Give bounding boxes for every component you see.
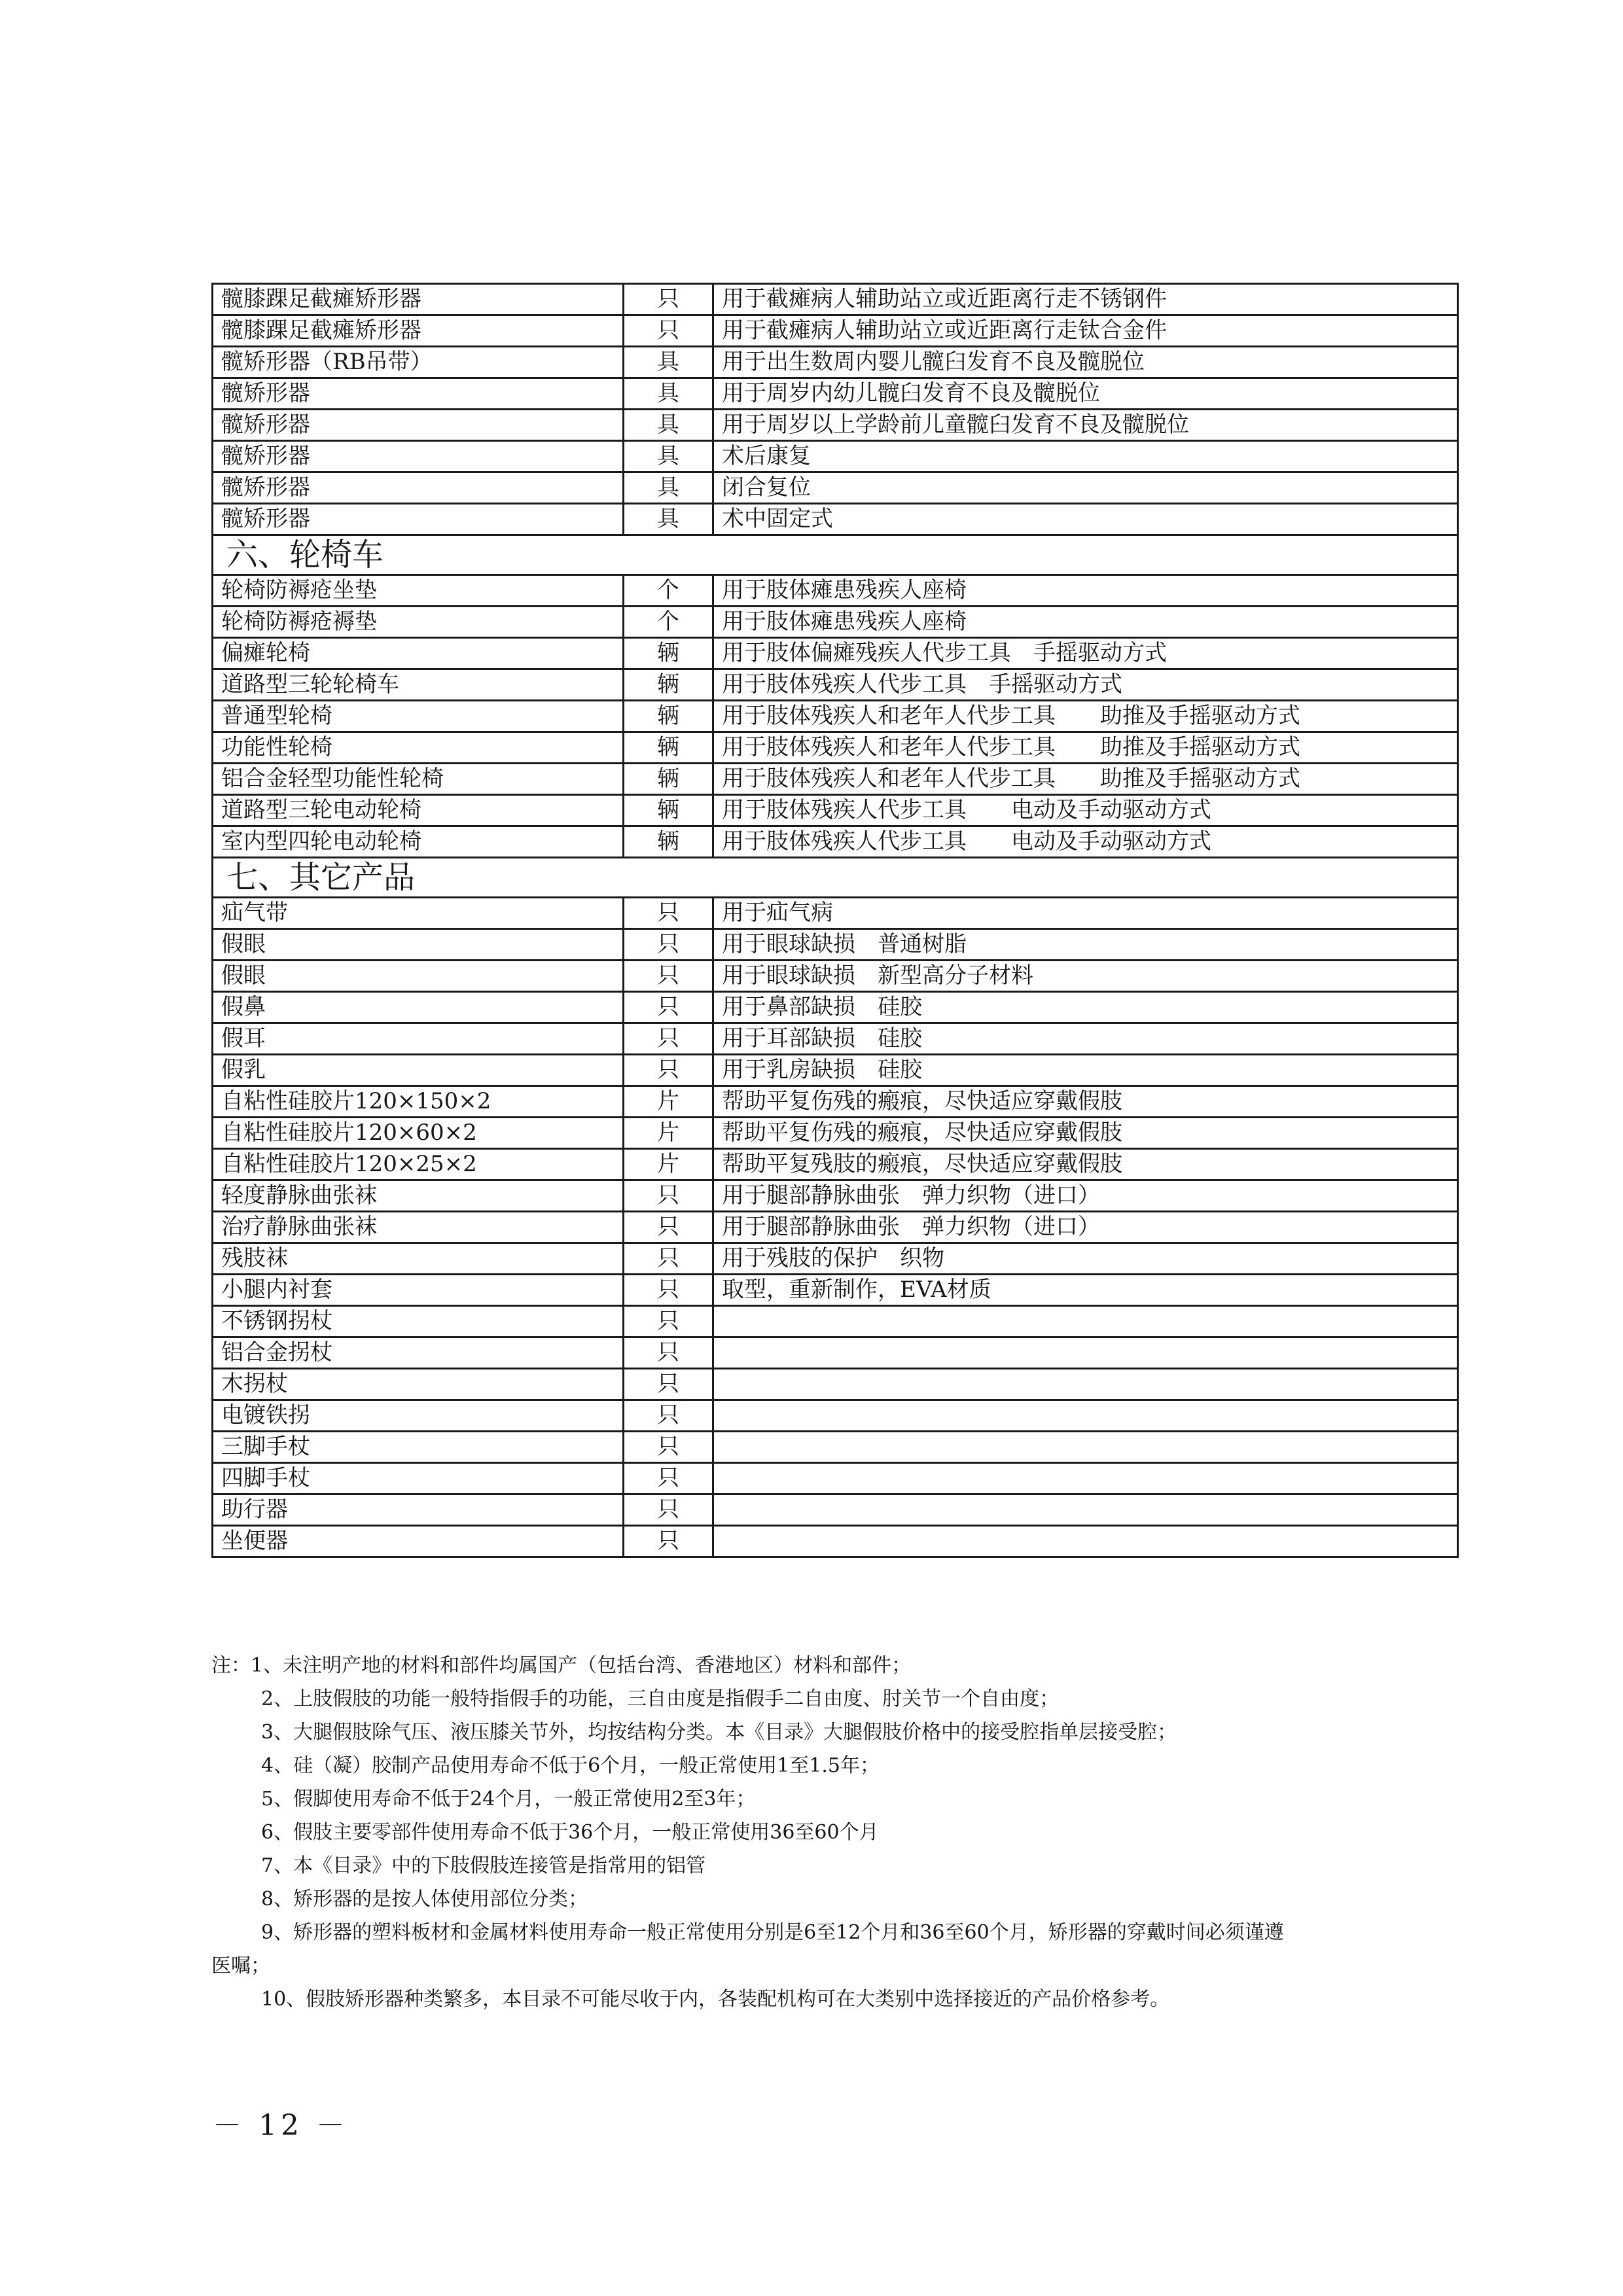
- description-cell: 用于肢体残疾人和老年人代步工具 助推及手摇驱动方式: [713, 701, 1458, 732]
- product-name-cell: 铝合金轻型功能性轮椅: [213, 764, 624, 795]
- unit-cell: 只: [624, 1212, 713, 1243]
- product-name-cell: 残肢袜: [213, 1243, 624, 1275]
- description-cell: 用于截瘫病人辅助站立或近距离行走不锈钢件: [713, 284, 1458, 315]
- unit-cell: 只: [624, 1369, 713, 1400]
- page-number: － 12 －: [213, 2109, 349, 2142]
- table-row: [213, 1243, 1458, 1275]
- unit-cell: 只: [624, 1432, 713, 1463]
- product-name-cell: 轻度静脉曲张袜: [213, 1180, 624, 1212]
- unit-cell: 只: [624, 1463, 713, 1494]
- description-cell: 用于眼球缺损 新型高分子材料: [713, 961, 1458, 992]
- product-name-cell: 自粘性硅胶片120×150×2: [213, 1086, 624, 1118]
- table-row: [213, 898, 1458, 929]
- product-name-cell: 治疗静脉曲张袜: [213, 1212, 624, 1243]
- unit-cell: 辆: [624, 638, 713, 669]
- unit-cell: 片: [624, 1149, 713, 1180]
- product-name-cell: 助行器: [213, 1494, 624, 1526]
- description-cell: 用于肢体残疾人代步工具 电动及手动驱动方式: [713, 826, 1458, 858]
- description-cell: 用于肢体残疾人代步工具 电动及手动驱动方式: [713, 795, 1458, 826]
- table-row: [213, 764, 1458, 795]
- description-cell: 帮助平复残肢的瘢痕，尽快适应穿戴假肢: [713, 1149, 1458, 1180]
- description-cell: 闭合复位: [713, 472, 1458, 504]
- footnote-line: 7、本《目录》中的下肢假肢连接管是指常用的铝管: [261, 1854, 706, 1877]
- table-row: [213, 1369, 1458, 1400]
- table-row: [213, 1180, 1458, 1212]
- unit-cell: 只: [624, 1023, 713, 1055]
- unit-cell: 辆: [624, 701, 713, 732]
- unit-cell: 辆: [624, 764, 713, 795]
- table-row: [213, 1494, 1458, 1526]
- footnote-line: 注：1、未注明产地的材料和部件均属国产（包括台湾、香港地区）材料和部件；: [211, 1654, 912, 1677]
- unit-cell: 个: [624, 607, 713, 638]
- table-row: [213, 1463, 1458, 1494]
- table-row: [213, 1086, 1458, 1118]
- description-cell: 用于肢体残疾人和老年人代步工具 助推及手摇驱动方式: [713, 732, 1458, 764]
- unit-cell: 辆: [624, 669, 713, 701]
- table-row: [213, 504, 1458, 535]
- unit-cell: 辆: [624, 826, 713, 858]
- section-title: 七、其它产品: [213, 858, 1458, 898]
- description-cell: 用于腿部静脉曲张 弹力织物（进口）: [713, 1212, 1458, 1243]
- product-name-cell: 四脚手杖: [213, 1463, 624, 1494]
- unit-cell: 只: [624, 1055, 713, 1086]
- footnote-line: 9、矫形器的塑料板材和金属材料使用寿命一般正常使用分别是6至12个月和36至60个月，矫形器的穿戴时间必须谨遵: [261, 1921, 1284, 1944]
- description-cell: 用于肢体瘫患残疾人座椅: [713, 575, 1458, 607]
- product-name-cell: 普通型轮椅: [213, 701, 624, 732]
- unit-cell: 只: [624, 315, 713, 347]
- table-row: [213, 992, 1458, 1023]
- product-name-cell: 室内型四轮电动轮椅: [213, 826, 624, 858]
- table-row: [213, 1337, 1458, 1369]
- unit-cell: 只: [624, 929, 713, 961]
- footnote-line: 6、假肢主要零部件使用寿命不低于36个月，一般正常使用36至60个月: [261, 1821, 879, 1844]
- table-row: [213, 1275, 1458, 1306]
- footnote-line: 5、假脚使用寿命不低于24个月，一般正常使用2至3年；: [261, 1788, 756, 1810]
- unit-cell: 只: [624, 1306, 713, 1337]
- table-row: [213, 1212, 1458, 1243]
- unit-cell: 具: [624, 441, 713, 472]
- product-name-cell: 髋矫形器: [213, 410, 624, 441]
- description-cell: 帮助平复伤残的瘢痕，尽快适应穿戴假肢: [713, 1086, 1458, 1118]
- table-row: [213, 701, 1458, 732]
- product-name-cell: 三脚手杖: [213, 1432, 624, 1463]
- unit-cell: 只: [624, 992, 713, 1023]
- table-row: [213, 378, 1458, 410]
- table-row: [213, 410, 1458, 441]
- table-row: [213, 441, 1458, 472]
- table-row: [213, 638, 1458, 669]
- description-cell: 用于截瘫病人辅助站立或近距离行走钛合金件: [713, 315, 1458, 347]
- description-cell: 用于耳部缺损 硅胶: [713, 1023, 1458, 1055]
- description-cell: 用于鼻部缺损 硅胶: [713, 992, 1458, 1023]
- unit-cell: 只: [624, 284, 713, 315]
- product-name-cell: 小腿内衬套: [213, 1275, 624, 1306]
- description-cell: [713, 1463, 1458, 1494]
- product-name-cell: 功能性轮椅: [213, 732, 624, 764]
- unit-cell: 只: [624, 1180, 713, 1212]
- description-cell: [713, 1369, 1458, 1400]
- description-cell: [713, 1306, 1458, 1337]
- footnote-line: 4、硅（凝）胶制产品使用寿命不低于6个月，一般正常使用1至1.5年；: [261, 1754, 880, 1777]
- table-row: [213, 607, 1458, 638]
- table-row: [213, 575, 1458, 607]
- product-name-cell: 不锈钢拐杖: [213, 1306, 624, 1337]
- description-cell: [713, 1494, 1458, 1526]
- section-header-row: [213, 858, 1458, 898]
- product-name-cell: 髋膝踝足截瘫矫形器: [213, 284, 624, 315]
- unit-cell: 只: [624, 1400, 713, 1432]
- product-name-cell: 疝气带: [213, 898, 624, 929]
- description-cell: 用于腿部静脉曲张 弹力织物（进口）: [713, 1180, 1458, 1212]
- description-cell: 用于眼球缺损 普通树脂: [713, 929, 1458, 961]
- product-name-cell: 髋矫形器（RB吊带）: [213, 347, 624, 378]
- description-cell: 帮助平复伤残的瘢痕，尽快适应穿戴假肢: [713, 1118, 1458, 1149]
- product-name-cell: 髋膝踝足截瘫矫形器: [213, 315, 624, 347]
- product-name-cell: 髋矫形器: [213, 378, 624, 410]
- table-row: [213, 1526, 1458, 1557]
- product-name-cell: 假眼: [213, 929, 624, 961]
- unit-cell: 只: [624, 961, 713, 992]
- unit-cell: 只: [624, 1337, 713, 1369]
- table-body: [213, 284, 1458, 1557]
- product-name-cell: 电镀铁拐: [213, 1400, 624, 1432]
- description-cell: 用于周岁以上学龄前儿童髋臼发育不良及髋脱位: [713, 410, 1458, 441]
- section-header-row: [213, 535, 1458, 575]
- unit-cell: 具: [624, 472, 713, 504]
- description-cell: 用于疝气病: [713, 898, 1458, 929]
- unit-cell: 只: [624, 1243, 713, 1275]
- product-name-cell: 假耳: [213, 1023, 624, 1055]
- unit-cell: 片: [624, 1086, 713, 1118]
- footnote-line: 3、大腿假肢除气压、液压膝关节外，均按结构分类。本《目录》大腿假肢价格中的接受腔指单层接受腔；: [261, 1721, 1177, 1744]
- product-name-cell: 偏瘫轮椅: [213, 638, 624, 669]
- table-row: [213, 961, 1458, 992]
- footnote-line: 医嘱；: [211, 1954, 270, 1977]
- unit-cell: 片: [624, 1118, 713, 1149]
- table-row: [213, 1149, 1458, 1180]
- description-cell: 术后康复: [713, 441, 1458, 472]
- table-row: [213, 1055, 1458, 1086]
- product-name-cell: 髋矫形器: [213, 441, 624, 472]
- table-row: [213, 1432, 1458, 1463]
- table-row: [213, 929, 1458, 961]
- description-cell: 用于周岁内幼儿髋臼发育不良及髋脱位: [713, 378, 1458, 410]
- table-row: [213, 826, 1458, 858]
- product-name-cell: 髋矫形器: [213, 504, 624, 535]
- description-cell: [713, 1526, 1458, 1557]
- footnote-line: 2、上肢假肢的功能一般特指假手的功能，三自由度是指假手二自由度、肘关节一个自由度；: [261, 1687, 1060, 1710]
- table-row: [213, 1400, 1458, 1432]
- product-name-cell: 道路型三轮电动轮椅: [213, 795, 624, 826]
- description-cell: 用于肢体瘫患残疾人座椅: [713, 607, 1458, 638]
- product-name-cell: 自粘性硅胶片120×25×2: [213, 1149, 624, 1180]
- unit-cell: 具: [624, 410, 713, 441]
- description-cell: [713, 1400, 1458, 1432]
- table-row: [213, 1023, 1458, 1055]
- table-row: [213, 1306, 1458, 1337]
- description-cell: 用于肢体残疾人代步工具 手摇驱动方式: [713, 669, 1458, 701]
- unit-cell: 具: [624, 378, 713, 410]
- product-name-cell: 假乳: [213, 1055, 624, 1086]
- product-name-cell: 假鼻: [213, 992, 624, 1023]
- description-cell: 用于乳房缺损 硅胶: [713, 1055, 1458, 1086]
- product-name-cell: 轮椅防褥疮褥垫: [213, 607, 624, 638]
- product-name-cell: 髋矫形器: [213, 472, 624, 504]
- table-row: [213, 669, 1458, 701]
- table-row: [213, 315, 1458, 347]
- description-cell: [713, 1432, 1458, 1463]
- unit-cell: 只: [624, 1275, 713, 1306]
- description-cell: 取型，重新制作，EVA材质: [713, 1275, 1458, 1306]
- table-row: [213, 284, 1458, 315]
- unit-cell: 只: [624, 1494, 713, 1526]
- product-name-cell: 轮椅防褥疮坐垫: [213, 575, 624, 607]
- product-price-table: [211, 283, 1459, 1558]
- description-cell: 用于肢体残疾人和老年人代步工具 助推及手摇驱动方式: [713, 764, 1458, 795]
- unit-cell: 辆: [624, 795, 713, 826]
- footnote-line: 10、假肢矫形器种类繁多，本目录不可能尽收于内，各装配机构可在大类别中选择接近的产品价格参考。: [261, 1988, 1170, 2011]
- unit-cell: 只: [624, 1526, 713, 1557]
- table-row: [213, 732, 1458, 764]
- product-name-cell: 坐便器: [213, 1526, 624, 1557]
- description-cell: 术中固定式: [713, 504, 1458, 535]
- unit-cell: 具: [624, 504, 713, 535]
- section-title: 六、轮椅车: [213, 535, 1458, 575]
- footnotes: [211, 1649, 1468, 2016]
- unit-cell: 个: [624, 575, 713, 607]
- unit-cell: 辆: [624, 732, 713, 764]
- table-row: [213, 795, 1458, 826]
- table-row: [213, 347, 1458, 378]
- description-cell: 用于残肢的保护 织物: [713, 1243, 1458, 1275]
- product-name-cell: 铝合金拐杖: [213, 1337, 624, 1369]
- product-name-cell: 道路型三轮轮椅车: [213, 669, 624, 701]
- product-name-cell: 自粘性硅胶片120×60×2: [213, 1118, 624, 1149]
- table-row: [213, 1118, 1458, 1149]
- unit-cell: 只: [624, 898, 713, 929]
- description-cell: [713, 1337, 1458, 1369]
- product-name-cell: 木拐杖: [213, 1369, 624, 1400]
- description-cell: 用于出生数周内婴儿髋臼发育不良及髋脱位: [713, 347, 1458, 378]
- table-row: [213, 472, 1458, 504]
- unit-cell: 具: [624, 347, 713, 378]
- description-cell: 用于肢体偏瘫残疾人代步工具 手摇驱动方式: [713, 638, 1458, 669]
- footnote-line: 8、矫形器的是按人体使用部位分类；: [261, 1888, 588, 1911]
- product-name-cell: 假眼: [213, 961, 624, 992]
